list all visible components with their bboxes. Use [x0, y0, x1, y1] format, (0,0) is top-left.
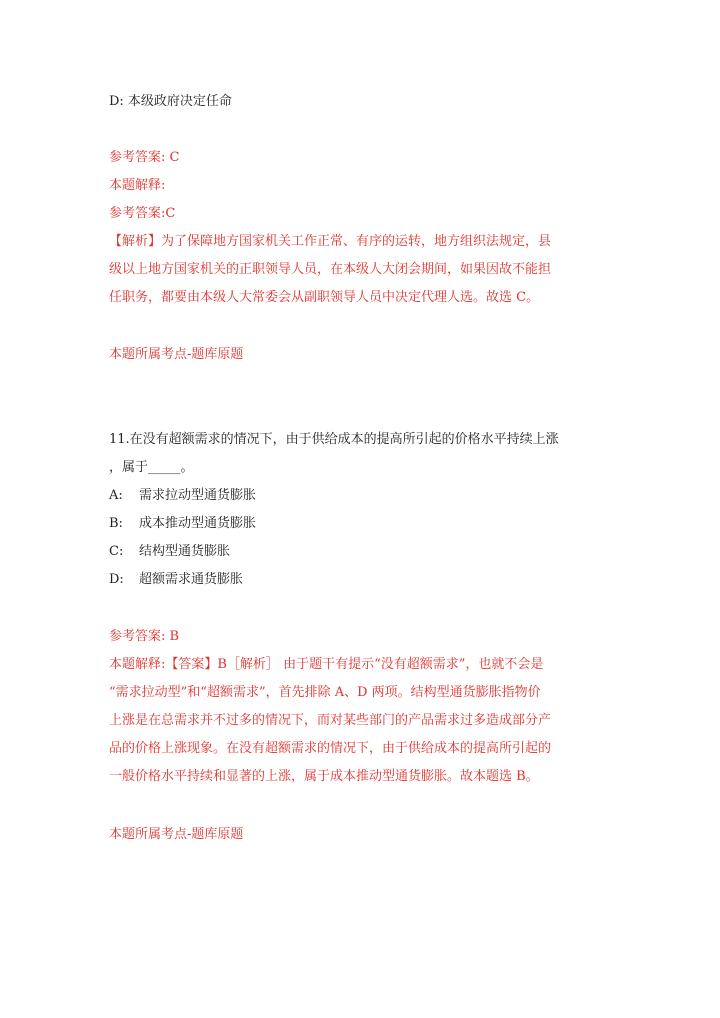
- q11-explain-line: “需求拉动型”和“超额需求”，首先排除 A、D 两项。结构型通货膨胀指物价: [109, 685, 541, 700]
- q11-explain-line: 本题解释:【答案】B［解析］ 由于题干有提示“没有超额需求”，也就不会是: [109, 657, 544, 672]
- q10-source: 本题所属考点-题库原题: [109, 347, 244, 362]
- option-label: D:: [109, 572, 124, 587]
- q10-explain-line: 级以上地方国家机关的正职领导人员，在本级人大闭会期间，如果因故不能担: [109, 262, 552, 277]
- q11-answer-label: 参考答案: B: [109, 629, 180, 644]
- q10-answer-label: 参考答案: C: [109, 150, 180, 165]
- q11-option-d: [109, 570, 243, 590]
- q10-answer-label-2: 参考答案:C: [109, 206, 176, 221]
- q10-explain-line: 任职务，都要由本级人大常委会从副职领导人员中决定代理人选。故选 C。: [109, 290, 540, 305]
- q11-explain-line: 上涨是在总需求并不过多的情况下，而对某些部门的产品需求过多造成部分产: [109, 713, 552, 728]
- q11-stem-line: 11.在没有超额需求的情况下，由于供给成本的提高所引起的价格水平持续上涨: [109, 432, 559, 447]
- option-text: 成本推动型通货膨胀: [139, 516, 257, 531]
- q11-stem-line: ，属于_____。: [109, 460, 194, 475]
- q10-option-d: D: 本级政府决定任命: [109, 94, 232, 109]
- q10-explain-line: 【解析】为了保障地方国家机关工作正常、有序的运转，地方组织法规定，县: [109, 234, 552, 249]
- q11-option-b: [109, 514, 256, 534]
- option-label: A:: [109, 488, 123, 503]
- option-label: C:: [109, 544, 124, 559]
- option-text: 结构型通货膨胀: [139, 544, 231, 559]
- option-label: B:: [109, 516, 123, 531]
- option-text: 超额需求通货膨胀: [139, 572, 244, 587]
- q11-explain-line: 品的价格上涨现象。在没有超额需求的情况下，由于供给成本的提高所引起的: [109, 741, 552, 756]
- q11-option-c: [109, 542, 230, 562]
- option-text: 需求拉动型通货膨胀: [139, 488, 257, 503]
- q11-explain-line: 一般价格水平持续和显著的上涨，属于成本推动型通货膨胀。故本题选 B。: [109, 769, 539, 784]
- q10-explain-label: 本题解释:: [109, 178, 166, 193]
- q11-option-a: [109, 486, 256, 506]
- q11-source: 本题所属考点-题库原题: [109, 827, 244, 842]
